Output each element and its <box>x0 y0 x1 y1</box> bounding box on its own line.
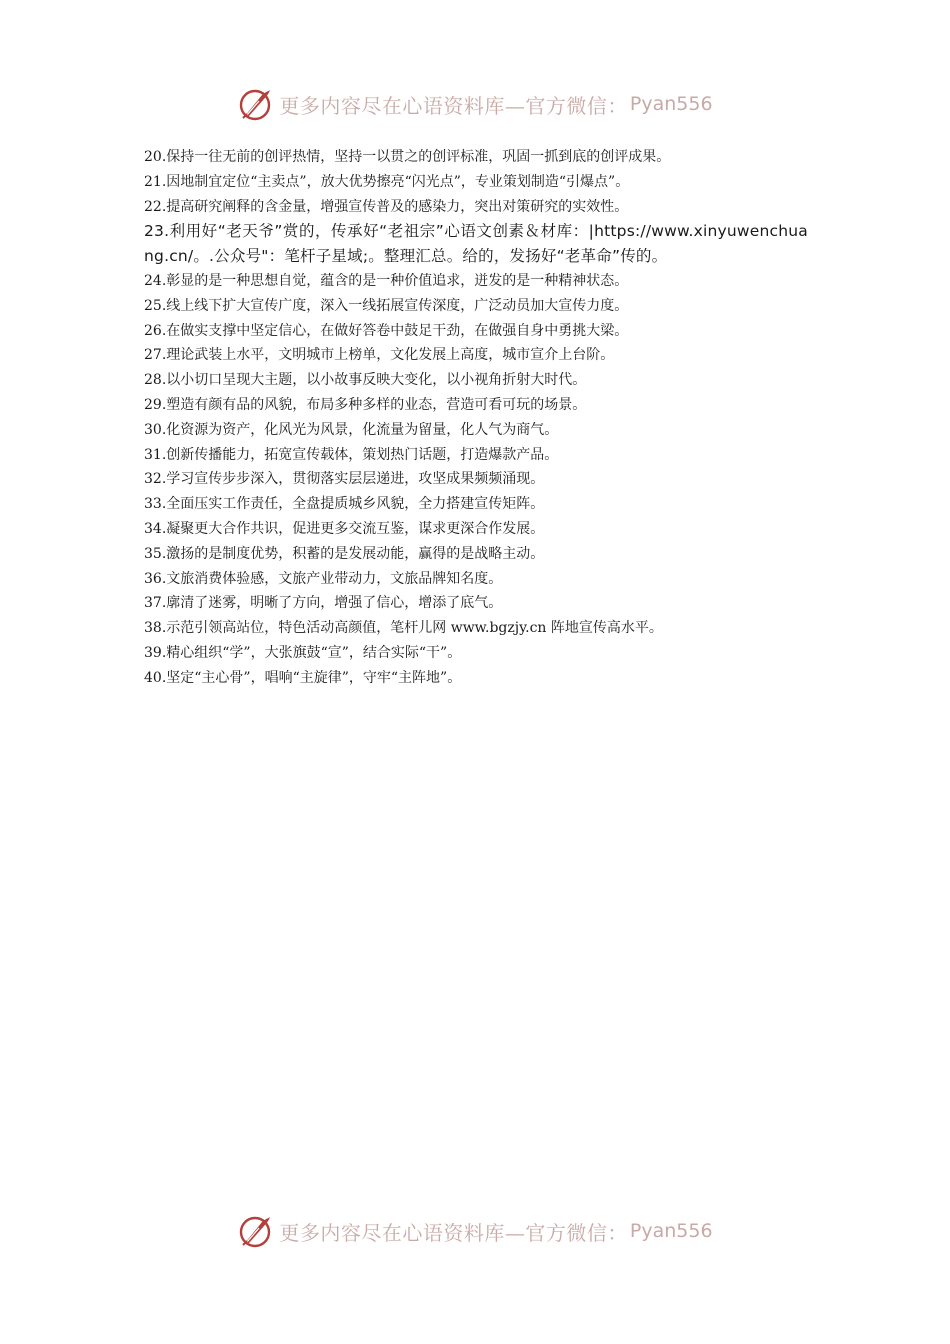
list-item: 36.文旅消费体验感，文旅产业带动力，文旅品牌知名度。 <box>144 570 503 587</box>
list-item: 34.凝聚更大合作共识，促进更多交流互鉴，谋求更深合作发展。 <box>144 520 545 537</box>
list-item: 25.线上线下扩大宣传广度，深入一线拓展宣传深度，广泛动员加大宣传力度。 <box>144 297 629 314</box>
banner-site-text: 更多内容尽在心语资料库—官方微信： <box>279 1220 628 1245</box>
list-item: 32.学习宣传步步深入，贯彻落实层层递进，攻坚成果频频涌现。 <box>144 471 545 488</box>
list-item: 33.全面压实工作责任，全盘提质城乡风貌，全力搭建宣传矩阵。 <box>144 496 545 513</box>
list-item: 20.保持一往无前的创评热情，坚持一以贯之的创评标准，巩固一抓到底的创评成果。 <box>144 149 671 165</box>
list-item: 28.以小切口呈现大主题，以小故事反映大变化，以小视角折射大时代。 <box>144 372 587 389</box>
list-item: 24.彰显的是一种思想自觉，蕴含的是一种价值追求，迸发的是一种精神状态。 <box>144 272 629 289</box>
list-item: 40.坚定“主心骨”，唱响“主旋律”，守牢“主阵地”。 <box>144 669 462 686</box>
list-item: 31.创新传播能力，拓宽宣传载体，策划热门话题，打造爆款产品。 <box>144 446 559 463</box>
banner-site-text: 更多内容尽在心语资料库—官方微信： <box>279 93 628 118</box>
quill-pen-logo-icon <box>237 1213 273 1249</box>
list-item: 35.激扬的是制度优势，积蓄的是发展动能，赢得的是战略主动。 <box>144 545 545 562</box>
list-item: 27.理论武装上水平，文明城市上榜单，文化发展上高度，城市宣介上台阶。 <box>144 347 615 364</box>
header-banner <box>0 84 950 124</box>
quill-pen-logo-icon <box>237 86 273 122</box>
list-item: 21.因地制宜定位“主卖点”，放大优势擦亮“闪光点”，专业策划制造“引爆点”。 <box>144 173 630 190</box>
list-item: 37.廓清了迷雾，明晰了方向，增强了信心，增添了底气。 <box>144 595 503 612</box>
footer-banner <box>0 1211 950 1251</box>
banner-wechat-id: Pyan556 <box>629 93 713 115</box>
document-body <box>144 145 808 691</box>
list-item: 22.提高研究阐释的含金量，增强宣传普及的感染力，突出对策研究的实效性。 <box>144 198 629 215</box>
list-item: 29.塑造有颜有品的风貌，布局多种多样的业态，营造可看可玩的场景。 <box>144 396 587 413</box>
list-item: 30.化资源为资产，化风光为风景，化流量为留量，化人气为商气。 <box>144 421 559 438</box>
list-item: 39.精心组织“学”，大张旗鼓“宣”，结合实际“干”。 <box>144 644 462 661</box>
banner-wechat-id: Pyan556 <box>629 1220 713 1242</box>
list-item-resource-notice: 23.利用好“老天爷”赏的，传承好“老祖宗”心语文创素＆材库：|https://www.xinyuwenchuang.cn/。.公众号"：笔杆子星域;。整理汇总。给的，发扬好“老革命”传的。 <box>144 222 808 266</box>
list-item: 38.示范引领高站位，特色活动高颜值，笔杆儿网 www.bgzjy.cn 阵地宣传高水平。 <box>144 620 663 637</box>
list-item: 26.在做实支撑中坚定信心，在做好答卷中鼓足干劲，在做强自身中勇挑大梁。 <box>144 322 629 339</box>
